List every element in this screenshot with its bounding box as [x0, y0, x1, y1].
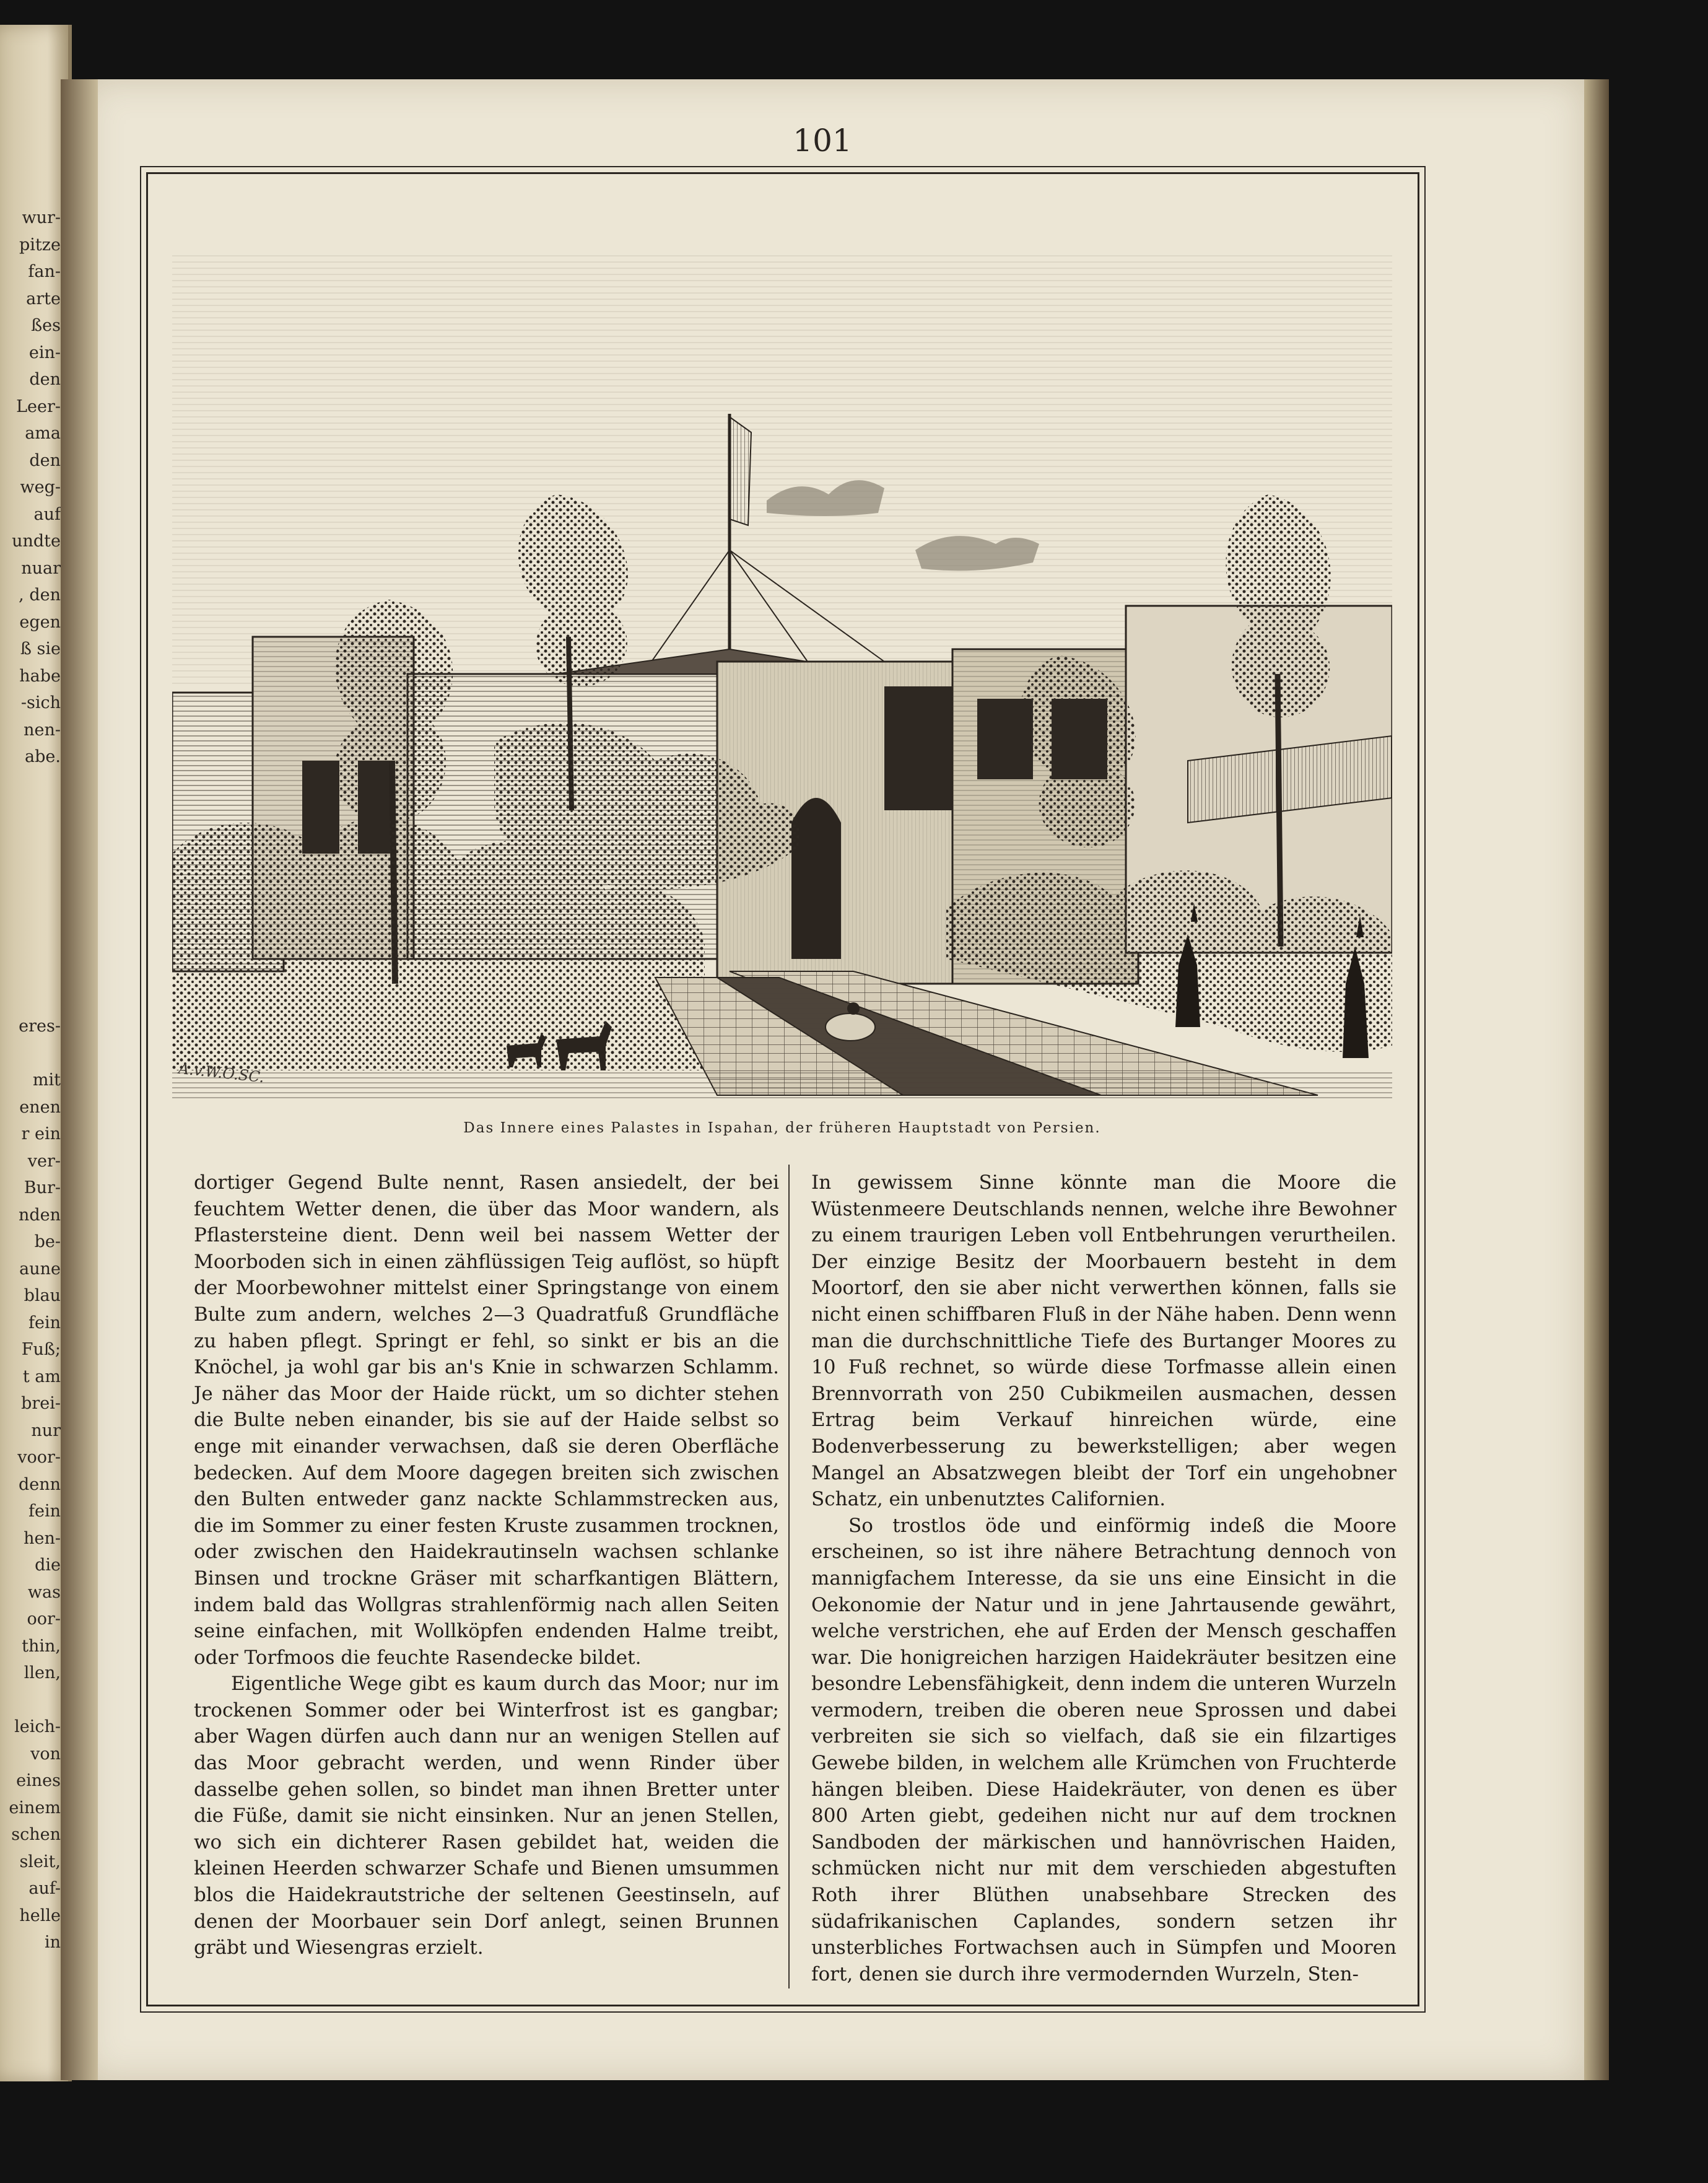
left-page-word	[2, 797, 61, 825]
left-page-word: pitze	[19, 235, 61, 255]
left-page-word: oor-	[27, 1609, 61, 1629]
book-page	[85, 79, 1584, 2080]
left-page-word: einem	[9, 1798, 61, 1818]
left-page-word: auf	[33, 504, 61, 524]
left-page-word	[2, 851, 61, 878]
left-page-word: habe	[19, 666, 61, 686]
left-page-word: was	[27, 1582, 61, 1602]
left-page-word: sleit,	[19, 1852, 61, 1871]
left-page-word: Leer-	[16, 396, 61, 416]
left-page-word: abe.	[25, 747, 61, 766]
left-page-word	[2, 905, 61, 932]
left-page-word: ver-	[27, 1151, 61, 1171]
left-page-word: helle	[19, 1905, 61, 1925]
left-page-word: den	[29, 450, 61, 470]
paragraph: In gewissem Sinne könnte man die Moore die Wüstenmeere Deutschlands nennen, welche ihre Bewohner zu einem traurigen Leben voll Entbehrungen verurtheilen. Der einzige Besitz der Moorbauern besteht in dem Moortorf, den sie aber nicht verwerthen können, falls sie nicht einen schiffbaren Fluß in der Nähe haben. Denn wenn man die durchschnittliche Tiefe des Burtanger Moores zu 10 Fuß rechnet, so würde diese Torfmasse allein einen Brennvorrath von 250 Cubikmeilen ausmachen, dessen Ertrag beim Verkauf hinreichen würde, eine Bodenverbesserung zu bewerkstelligen; aber wegen Mangel an Absatzwegen bleibt der Torf ein ungehobner Schatz, ein unbenutztes Californien.	[811, 1171, 1396, 1511]
left-page-word: nen-	[24, 720, 61, 740]
left-page-word: von	[30, 1744, 61, 1764]
figure-seated-person	[826, 1013, 875, 1041]
left-page-word: nur	[31, 1420, 61, 1440]
left-page-words	[2, 204, 61, 1956]
left-page-word: mit	[32, 1070, 61, 1090]
text-column-left	[194, 1170, 779, 1961]
left-page-word	[2, 959, 61, 986]
left-page-word: voor-	[17, 1448, 61, 1467]
left-page-word: egen	[19, 612, 61, 632]
left-page-word: hen-	[24, 1528, 61, 1548]
flag	[730, 417, 751, 525]
left-page-word: ama	[25, 424, 61, 443]
left-page-word: auf-	[28, 1879, 61, 1898]
left-page-word: -sich	[20, 693, 61, 712]
left-page-word: den	[29, 370, 61, 389]
left-page-word: fein	[28, 1313, 61, 1332]
left-page-word	[2, 986, 61, 1013]
left-page-word: eines	[16, 1771, 61, 1790]
left-page-word: , den	[19, 585, 61, 605]
paragraph: So trostlos öde und einförmig indeß die Moore erscheinen, so ist ihre nähere Betrachtung dennoch von mannigfachem Interesse, da sie uns eine Einsicht in die Oekonomie der Natur und in jene Jahrtausende gewährt, welche verstrichen, ehe auf Erden der Mensch geschaffen war. Die honigreichen harzigen Haidekräuter besitzen eine besondre Lebensfähigkeit, denn indem die unteren Wurzeln vermodern, treiben die oberen neue Sprossen und dabei verbreiten sie sich so vielfach, daß sie ein filzartiges Gewebe bilden, in welchem alle Krümchen von Fruchterde hängen bleiben. Diese Haidekräuter, von denen es über 800 Arten giebt, gedeihen nicht nur auf dem trocknen Sandboden der märkischen und hannövrischen Haiden, schmücken nicht nur mit dem verschieden abgestuften Roth ihrer Blüthen unabsehbare Strecken des südafrikanischen Caplandes, sondern setzen ihr unsterbliches Fortwachsen auch in Sümpfen und Mooren fort, denen sie durch ihre vermodernden Wurzeln, Sten-	[811, 1514, 1396, 1985]
left-page-word: Bur-	[24, 1178, 61, 1197]
left-page-word	[2, 878, 61, 906]
left-page-word	[2, 771, 61, 798]
left-page-word	[2, 825, 61, 852]
left-page-word: ßes	[31, 316, 61, 335]
left-page-word: eres-	[19, 1017, 61, 1036]
palace-engraving	[172, 203, 1392, 1114]
text-column-right	[811, 1170, 1396, 1987]
left-page-word: leich-	[14, 1717, 61, 1736]
ground	[172, 1070, 1392, 1101]
left-page-word: wur-	[22, 208, 61, 227]
left-page-word: ß sie	[20, 639, 61, 658]
paragraph: Eigentliche Wege gibt es kaum durch das Moor; nur im trockenen Sommer oder bei Winterfrost ist es gangbar; aber Wagen dürfen auch dann nur an wenigen Stellen auf das Moor gebracht werden, und wenn Rinder über dasselbe gehen sollen, so bindet man ihnen Bretter unter die Füße, damit sie nicht einsinken. Nur an jenen Stellen, wo sich ein dichterer Rasen gebildet hat, weiden die kleinen Heerden schwarzer Schafe und Bienen umsummen blos die Haidekrautstriche der seltenen Geestinseln, auf denen der Moorbauer sein Dorf anlegt, seinen Brunnen gräbt und Wiesengras erzielt.	[194, 1673, 779, 1959]
left-page-word	[2, 932, 61, 960]
left-page-word: die	[35, 1555, 61, 1575]
left-page-word: be-	[34, 1232, 61, 1251]
left-page-word: thin,	[22, 1636, 61, 1656]
left-page-word: nden	[18, 1205, 61, 1225]
left-page-word: Fuß;	[21, 1340, 61, 1359]
left-page-word	[2, 1687, 61, 1714]
left-page-word: t am	[22, 1367, 61, 1386]
left-page-word: schen	[11, 1825, 61, 1844]
left-page-word: fan-	[28, 262, 61, 281]
engraver-signature: A.v.W.O.SC.	[177, 1059, 265, 1087]
page-number: 101	[793, 123, 852, 159]
left-page-word: r ein	[21, 1124, 61, 1144]
left-page-word: enen	[19, 1097, 61, 1117]
left-page-word: undte	[12, 532, 61, 551]
left-page-word: brei-	[21, 1394, 61, 1413]
column-divider	[788, 1165, 790, 1988]
left-page-word: denn	[18, 1474, 61, 1494]
left-page-word: llen,	[24, 1663, 61, 1682]
left-page-word: blau	[24, 1286, 61, 1305]
left-page-word	[2, 1040, 61, 1067]
left-page-word: arte	[26, 289, 61, 308]
left-page-word: weg-	[20, 478, 61, 497]
left-page-word: aune	[19, 1259, 61, 1279]
paragraph: dortiger Gegend Bulte nennt, Rasen ansiedelt, der bei feuchtem Wetter denen, die über das Moor wandern, als Pflastersteine dient. Denn weil bei nassem Wetter der Moorboden sich in einen zähflüssigen Teig auflöst, so hüpft der Moorbewohner mittelst einer Springstange von einem Bulte zum andern, welches 2—3 Quadratfuß Grundfläche zu haben pflegt. Springt er fehl, so sinkt er bis an die Knöchel, ja wohl gar bis an's Knie in schwarzen Schlamm. Je näher das Moor der Haide rückt, um so dichter stehen die Bulte neben einander, bis sie auf der Haide selbst so enge mit einander verwachsen, daß sie deren Oberfläche bedecken. Auf dem Moore dagegen breiten sich zwischen den Bulten entweder ganz nackte Schlammstrecken aus, die im Sommer zu einer festen Kruste zusammen trocknen, oder zwischen den Haidekrautinseln wachsen schlanke Binsen und trockne Gräser mit scharfkantigen Blättern, indem bald das Wollgras strahlenförmig nach allen Seiten seine einfachen, mit Wollköpfen endenden Halme treibt, oder Torfmoos die feuchte Rasendecke bildet.	[194, 1171, 779, 1669]
left-page-word: in	[44, 1933, 61, 1952]
illustration-caption: Das Innere eines Palastes in Ispahan, der früheren Hauptstadt von Persien.	[463, 1120, 1101, 1136]
left-page-word: ein-	[28, 343, 61, 362]
left-page-word: nuar	[21, 558, 61, 578]
left-page-word: fein	[28, 1502, 61, 1521]
